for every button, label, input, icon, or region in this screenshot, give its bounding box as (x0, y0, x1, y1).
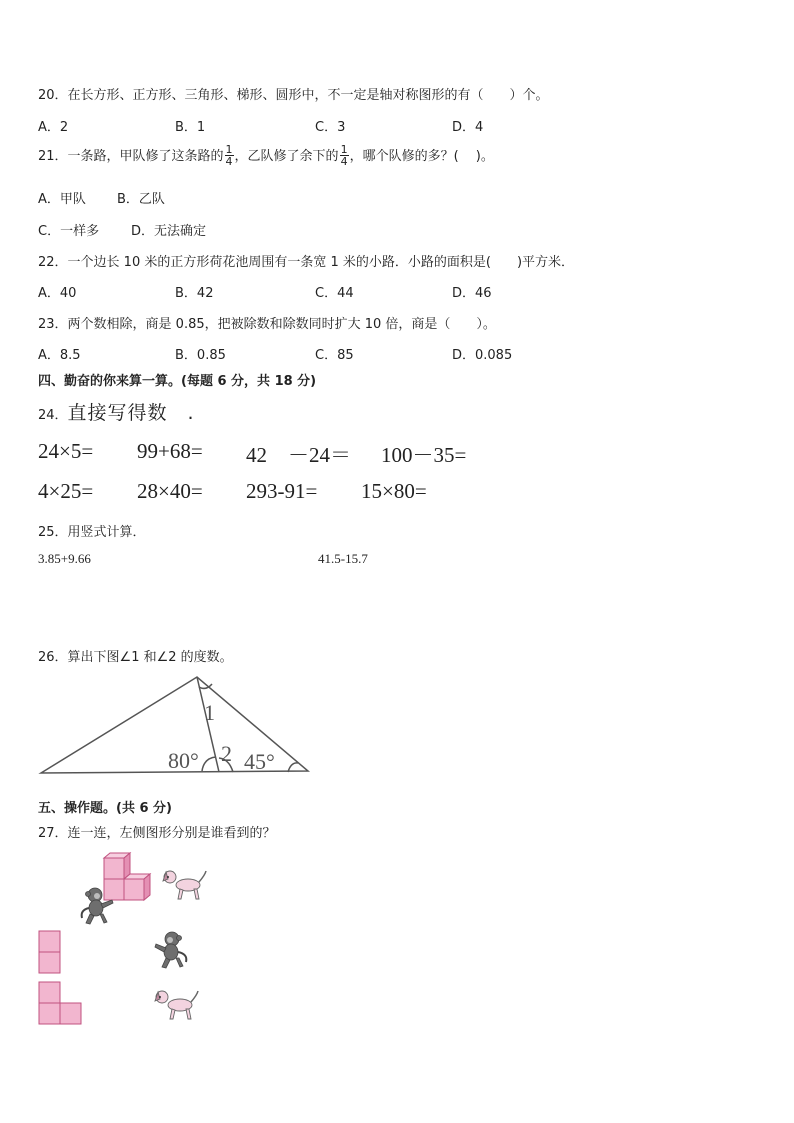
section-4-title: 四、勤奋的你来算一算。(每题 6 分，共 18 分) (38, 374, 317, 389)
q24-number: 24． (38, 408, 68, 423)
q21-text (38, 145, 494, 168)
q25-item-2: 41.5-15.7 (318, 551, 368, 566)
q24-r2-c1: 4×25= (38, 479, 94, 503)
q21-option-c: C．一样多 (38, 224, 100, 239)
q23-text: 23．两个数相除，商是 0.85，把被除数和除数同时扩大 10 倍，商是（ ）。 (38, 317, 496, 332)
q25-item-1: 3.85+9.66 (38, 551, 91, 566)
q22-option-d: D．46 (452, 286, 492, 301)
q24-title: 直接写得数 . (67, 402, 195, 424)
q21-option-b: B．乙队 (117, 192, 165, 207)
angle-45-label: 45° (244, 749, 275, 774)
q25-title: 25．用竖式计算． (38, 525, 146, 540)
q22-text: 22．一个边长 10 米的正方形荷花池周围有一条宽 1 米的小路．小路的面积是( )平方米． (38, 255, 575, 270)
q24-r2-c2: 28×40= (137, 479, 203, 503)
q24-r1-c2: 99+68= (137, 439, 203, 463)
view-l-shape-squares (38, 981, 82, 1025)
q21-option-a: A．甲队 (38, 192, 86, 207)
q20-text: 20．在长方形、正方形、三角形、梯形、圆形中，不一定是轴对称图形的有（ ）个。 (38, 88, 549, 103)
view-two-stacked-squares (38, 930, 62, 974)
q24-r1-c4: 100－35= (381, 443, 467, 467)
q20-option-b: B．1 (175, 120, 206, 135)
q20-option-c: C．3 (315, 120, 346, 135)
monkey-icon (78, 886, 118, 926)
q26-title: 26．算出下图∠1 和∠2 的度数。 (38, 650, 233, 665)
q23-option-a: A．8.5 (38, 348, 81, 363)
q23-option-d: D．0.085 (452, 348, 513, 363)
q24-r2-c4: 15×80= (361, 479, 427, 503)
angle-80-label: 80° (168, 748, 199, 773)
q20-option-a: A．2 (38, 120, 69, 135)
q21-text-c: ，哪个队修的多？( )。 (349, 149, 494, 164)
fraction-one-quarter: $\frac{1}{4}$ (340, 143, 348, 168)
q21-option-d: D．无法确定 (131, 224, 207, 239)
section-5-title: 五、操作题。(共 6 分) (38, 801, 172, 816)
q27-title: 27．连一连，左侧图形分别是谁看到的？ (38, 826, 276, 841)
angle-2-label: 2 (221, 741, 232, 766)
dog-icon (160, 867, 208, 901)
triangle-diagram (36, 672, 314, 780)
q21-text-a: 21．一条路，甲队修了这条路的 (38, 149, 224, 164)
angle-1-label: 1 (204, 700, 215, 725)
angle-80-arc (202, 757, 216, 771)
q22-option-c: C．44 (315, 286, 354, 301)
monkey-icon (152, 930, 192, 970)
q21-text-b: ，乙队修了余下的 (234, 149, 339, 164)
q22-option-b: B．42 (175, 286, 214, 301)
q23-option-b: B．0.85 (175, 348, 226, 363)
dog-icon (152, 986, 200, 1022)
q24-r1-c3: 42 －24＝ (246, 443, 351, 467)
q22-option-a: A．40 (38, 286, 77, 301)
fraction-one-quarter: $\frac{1}{4}$ (225, 143, 233, 168)
q23-option-c: C．85 (315, 348, 354, 363)
q24-r1-c1: 24×5= (38, 439, 94, 463)
q24-heading (38, 398, 195, 425)
q20-option-d: D．4 (452, 120, 484, 135)
q24-r2-c3: 293-91= (246, 479, 318, 503)
